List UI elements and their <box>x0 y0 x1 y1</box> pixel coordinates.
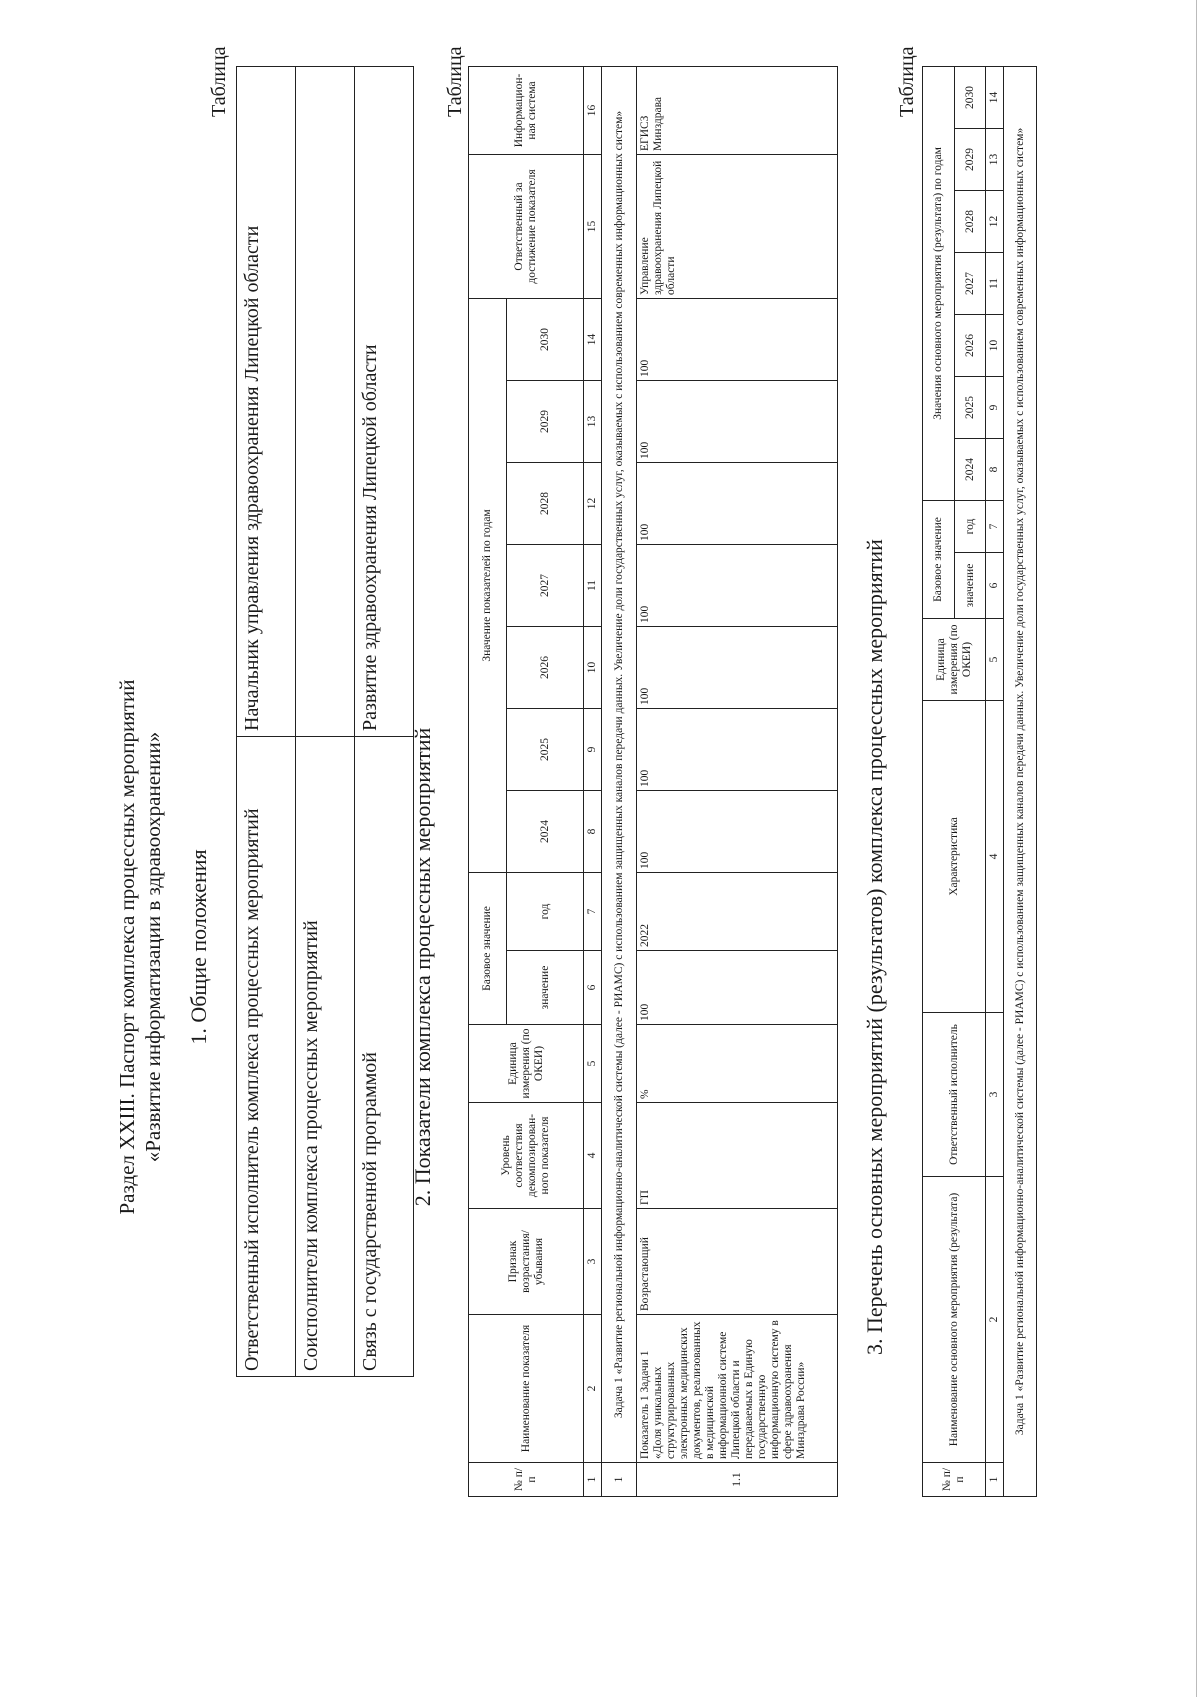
header-year: 2027 <box>507 544 584 626</box>
header-year: 2028 <box>955 190 986 252</box>
col-number: 11 <box>986 252 1004 314</box>
header-year: 2026 <box>507 626 584 708</box>
col-number: 4 <box>986 701 1004 1013</box>
section-2-table-label: Таблица <box>444 46 466 117</box>
col-number: 7 <box>986 500 1004 552</box>
indicator-infosys: ЕГИСЗ Минздрава <box>637 66 838 154</box>
task-num: 1 <box>602 1463 637 1497</box>
col-number: 3 <box>986 1013 1004 1177</box>
header-values-by-year: Значения основного мероприятия (результата) по годам <box>923 66 955 500</box>
col-number: 16 <box>584 66 602 154</box>
general-provisions-table <box>236 66 414 1377</box>
section-1-table-label: Таблица <box>208 46 230 117</box>
column-numbers-row <box>584 66 602 1496</box>
col-number: 14 <box>986 66 1004 128</box>
table-row <box>637 66 838 1496</box>
indicator-value: 100 <box>637 626 838 708</box>
title-line-1: Раздел XXIII. Паспорт комплекса процессных мероприятий <box>115 679 139 1215</box>
header-year: 2030 <box>507 298 584 380</box>
col-number: 2 <box>584 1315 602 1463</box>
column-numbers-row <box>986 66 1004 1496</box>
col-number: 1 <box>986 1463 1004 1497</box>
indicator-responsible: Управление здравоохранения Липецкой области <box>637 154 838 298</box>
indicator-value: 100 <box>637 462 838 544</box>
header-responsible: Ответственный за достижение показателя <box>469 154 584 298</box>
header-year: 2024 <box>507 790 584 872</box>
task-row <box>602 66 637 1496</box>
col-number: 6 <box>986 553 1004 619</box>
header-values-by-year: Значение показателей по годам <box>469 298 507 872</box>
col-number: 10 <box>986 314 1004 376</box>
header-base: Базовое значение <box>469 872 507 1024</box>
header-base-value: значение <box>955 553 986 619</box>
indicator-value: 100 <box>637 708 838 790</box>
indicator-base-value: 100 <box>637 951 838 1025</box>
header-num: № п/п <box>923 1463 986 1497</box>
col-number: 13 <box>584 380 602 462</box>
document-title <box>114 497 166 1397</box>
scan-edge-line <box>1196 0 1197 1697</box>
header-name: Наименование показателя <box>469 1315 584 1463</box>
title-line-2: «Развитие информатизации в здравоохранении» <box>141 731 165 1163</box>
col-number: 5 <box>584 1025 602 1103</box>
header-year: 2024 <box>955 438 986 500</box>
section-3-heading: 3. Перечень основных мероприятий (результатов) комплекса процессных мероприятий <box>862 539 887 1355</box>
col-number: 8 <box>986 438 1004 500</box>
col-number: 15 <box>584 154 602 298</box>
col-number: 12 <box>584 462 602 544</box>
header-unit: Единица измерения (по ОКЕИ) <box>469 1025 584 1103</box>
col-number: 5 <box>986 619 1004 701</box>
header-base-year: год <box>955 500 986 552</box>
task-text: Задача 1 «Развитие региональной информационно-аналитической системы (далее - РИАМС) с использованием защищенных каналов передачи данных. Увеличение доли государственных услуг, оказываемых с использованием современных информационных систем» <box>602 66 637 1462</box>
indicator-sign: Возрастающий <box>637 1209 838 1315</box>
indicator-base-year: 2022 <box>637 872 838 950</box>
header-name: Наименование основного мероприятия (результата) <box>923 1177 986 1463</box>
indicator-value: 100 <box>637 380 838 462</box>
section-2-heading: 2. Показатели комплекса процессных мероприятий <box>410 727 435 1207</box>
col-number: 11 <box>584 544 602 626</box>
col-number: 12 <box>986 190 1004 252</box>
header-year: 2025 <box>955 376 986 438</box>
header-year: 2029 <box>955 128 986 190</box>
header-responsible: Ответственный исполнитель <box>923 1013 986 1177</box>
row-num: 1.1 <box>637 1463 838 1497</box>
table-header-row <box>923 66 955 1496</box>
indicator-level: ГП <box>637 1103 838 1209</box>
col-number: 3 <box>584 1209 602 1315</box>
col-number: 1 <box>584 1463 602 1497</box>
table-cell: Начальник управления здравоохранения Липецкой области <box>237 67 296 737</box>
header-infosys: Информацион-ная система <box>469 66 584 154</box>
table-cell <box>296 67 355 737</box>
header-sign: Признак возрастания/ убывания <box>469 1209 584 1315</box>
col-number: 9 <box>986 376 1004 438</box>
table-cell: Ответственный исполнитель комплекса процессных мероприятий <box>237 737 296 1377</box>
indicator-value: 100 <box>637 790 838 872</box>
header-level: Уровень соответствия декомпозирован-ного показателя <box>469 1103 584 1209</box>
col-number: 9 <box>584 708 602 790</box>
task-row <box>1004 66 1037 1496</box>
header-year: 2026 <box>955 314 986 376</box>
table-header-row <box>469 66 507 1496</box>
header-num: № п/п <box>469 1463 584 1497</box>
table-cell: Соисполнители комплекса процессных мероприятий <box>296 737 355 1377</box>
activities-table <box>922 66 1037 1497</box>
header-base-year: год <box>507 872 584 950</box>
indicator-value: 100 <box>637 544 838 626</box>
header-year: 2029 <box>507 380 584 462</box>
col-number: 4 <box>584 1103 602 1209</box>
col-number: 6 <box>584 951 602 1025</box>
indicator-unit: % <box>637 1025 838 1103</box>
header-characteristic: Характеристика <box>923 701 986 1013</box>
header-base: Базовое значение <box>923 500 955 618</box>
task-text: Задача 1 «Развитие региональной информационно-аналитической системы (далее - РИАМС) с использованием защищенных каналов передачи данных. Увеличение доли государственных услуг, оказываемых с использованием современных информационных систем» <box>1004 66 1037 1496</box>
header-year: 2030 <box>955 66 986 128</box>
indicator-value: 100 <box>637 298 838 380</box>
col-number: 10 <box>584 626 602 708</box>
header-year: 2028 <box>507 462 584 544</box>
table-row <box>237 67 296 1377</box>
col-number: 14 <box>584 298 602 380</box>
header-year: 2027 <box>955 252 986 314</box>
col-number: 8 <box>584 790 602 872</box>
indicator-name: Показатель 1 Задачи 1 «Доля уникальных структурированных электронных медицинских документов, реализованных в медицинской информационной системе Липецкой области и передаваемых в Единую государственную информационную систему в сфере здравоохранения Минздрава России» <box>637 1315 838 1463</box>
col-number: 7 <box>584 872 602 950</box>
header-base-value: значение <box>507 951 584 1025</box>
header-unit: Единица измерения (по ОКЕИ) <box>923 619 986 701</box>
table-cell: Связь с государственной программой <box>355 737 414 1377</box>
table-row <box>355 67 414 1377</box>
header-year: 2025 <box>507 708 584 790</box>
section-1-heading: 1. Общие положения <box>186 849 211 1045</box>
col-number: 13 <box>986 128 1004 190</box>
table-row <box>296 67 355 1377</box>
indicators-table <box>468 66 838 1497</box>
col-number: 2 <box>986 1177 1004 1463</box>
table-cell: Развитие здравоохранения Липецкой области <box>355 67 414 737</box>
section-3-table-label: Таблица <box>896 46 918 117</box>
